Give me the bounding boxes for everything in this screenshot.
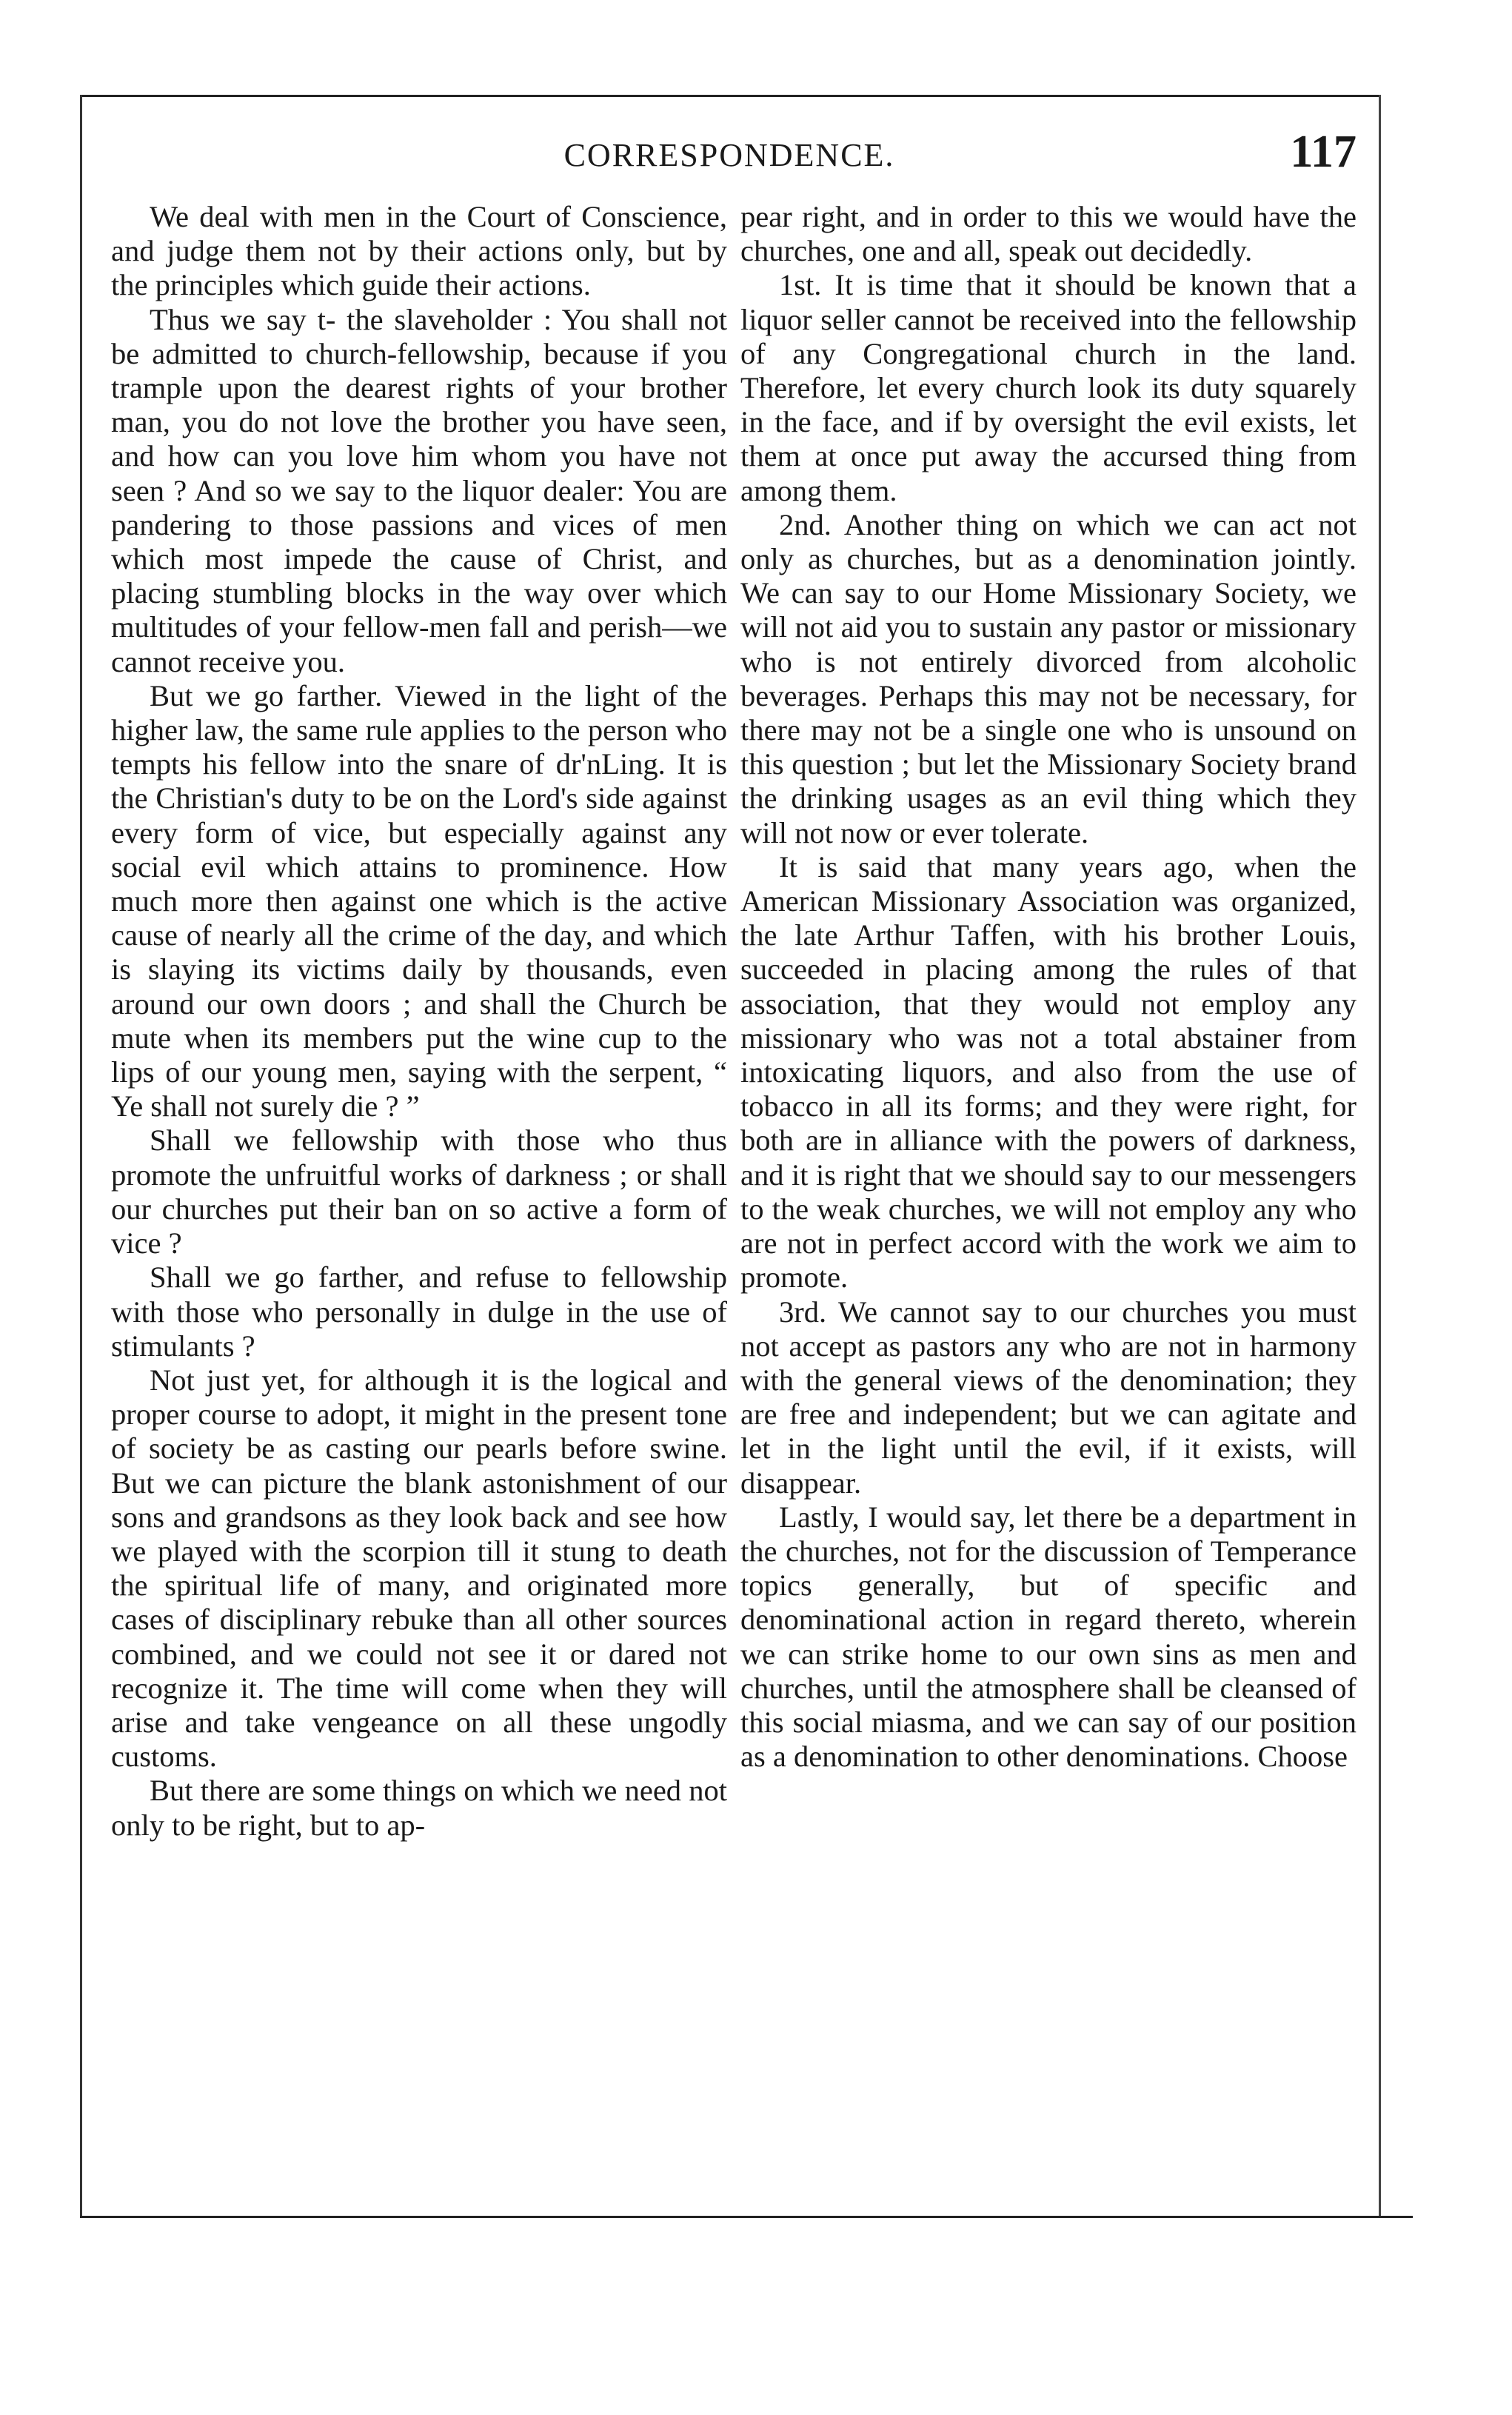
paragraph: 2nd. Another thing on which we can act not only as churches, but as a denomination jointly. We can say to our Home Missionary Society, we will not aid you to sustain any pastor or missionary who is not entirely divorced from alcoholic beverages. Perhaps this may not be necessary, for there may not be a single one who is unsound on this question ; but let the Missionary Society brand the drinking usages as an evil thing which they will not now or ever tolerate. xyxy=(740,507,1357,849)
left-border-rule xyxy=(80,95,82,2217)
right-border-rule xyxy=(1379,95,1381,2217)
paragraph: It is said that many years ago, when the American Missionary Association was organized, the late Arthur Taffen, with his brother Louis, succeeded in placing among the rules of that association, that they would not employ any missionary who was not a total abstainer from intoxicating liquors, and also from the use of tobacco in all its forms; and they were right, for both are in alliance with the powers of darkness, and it is right that we should say to our messengers to the weak churches, we will not employ any who are not in perfect accord with the work we aim to promote. xyxy=(740,849,1357,1295)
paragraph: Shall we go farther, and refuse to fellowship with those who personally in dulge in the use of stimulants ? xyxy=(111,1260,727,1363)
paragraph: 1st. It is time that it should be known that a liquor seller cannot be received into the fellowship of any Congregational church in the land. Therefore, let every church look its duty squarely in the face, and if by oversight the evil exists, let them at once put away the accursed thing from among them. xyxy=(740,268,1357,507)
paragraph: Lastly, I would say, let there be a department in the churches, not for the discussion of Temperance topics generally, but of specific and denominational action in regard thereto, wherein we can strike home to our own sins as men and churches, until the atmosphere shall be cleansed of this social miasma, and we can say of our position as a denomination to other denominations. Choose xyxy=(740,1500,1357,1774)
right-column xyxy=(740,200,1357,1774)
left-column xyxy=(111,200,727,1843)
paragraph: But there are some things on which we need not only to be right, but to ap- xyxy=(111,1774,727,1842)
paragraph: We deal with men in the Court of Conscience, and judge them not by their actions only, but by the principles which guide their actions. xyxy=(111,200,727,302)
bottom-border-rule xyxy=(80,2216,1413,2218)
paragraph: 3rd. We cannot say to our churches you must not accept as pastors any who are not in harmony with the general views of the denomination; they are free and independent; but we can agitate and let in the light until the evil, if it exists, will disappear. xyxy=(740,1295,1357,1500)
paragraph: Not just yet, for although it is the logical and proper course to adopt, it might in the present tone of society be as casting our pearls before swine. But we can picture the blank astonishment of our sons and grandsons as they look back and see how we played with the scorpion till it stung to death the spiritual life of many, and originated more cases of disciplinary rebuke than all other sources combined, and we could not see it or dared not recognize it. The time will come when they will arise and take vengeance on all these ungodly customs. xyxy=(111,1363,727,1774)
paragraph: Thus we say t- the slaveholder : You shall not be admitted to church-fellowship, because if you trample upon the dearest rights of your brother man, you do not love the brother you have seen, and how can you love him whom you have not seen ? And so we say to the liquor dealer: You are pandering to those passions and vices of men which most impede the cause of Christ, and placing stumbling blocks in the way over which multitudes of your fellow-men fall and perish—we cannot receive you. xyxy=(111,302,727,678)
page-number: 117 xyxy=(1290,127,1357,177)
running-title: CORRESPONDENCE. xyxy=(563,137,895,173)
paragraph: But we go farther. Viewed in the light of the higher law, the same rule applies to the person who tempts his fellow into the snare of dr'nLing. It is the Christian's duty to be on the Lord's side against every form of vice, but especially against any social evil which attains to prominence. How much more then against one which is the active cause of nearly all the crime of the day, and which is slaying its victims daily by thousands, even around our own doors ; and shall the Church be mute when its members put the wine cup to the lips of our young men, saying with the serpent, “ Ye shall not surely die ? ” xyxy=(111,678,727,1123)
paragraph: Shall we fellowship with those who thus promote the unfruitful works of darkness ; or shall our churches put their ban on so active a form of vice ? xyxy=(111,1123,727,1260)
paragraph-continued: pear right, and in order to this we would have the churches, one and all, speak out decidedly. xyxy=(740,200,1357,268)
page-header xyxy=(96,126,1362,185)
top-border-rule xyxy=(80,95,1379,97)
